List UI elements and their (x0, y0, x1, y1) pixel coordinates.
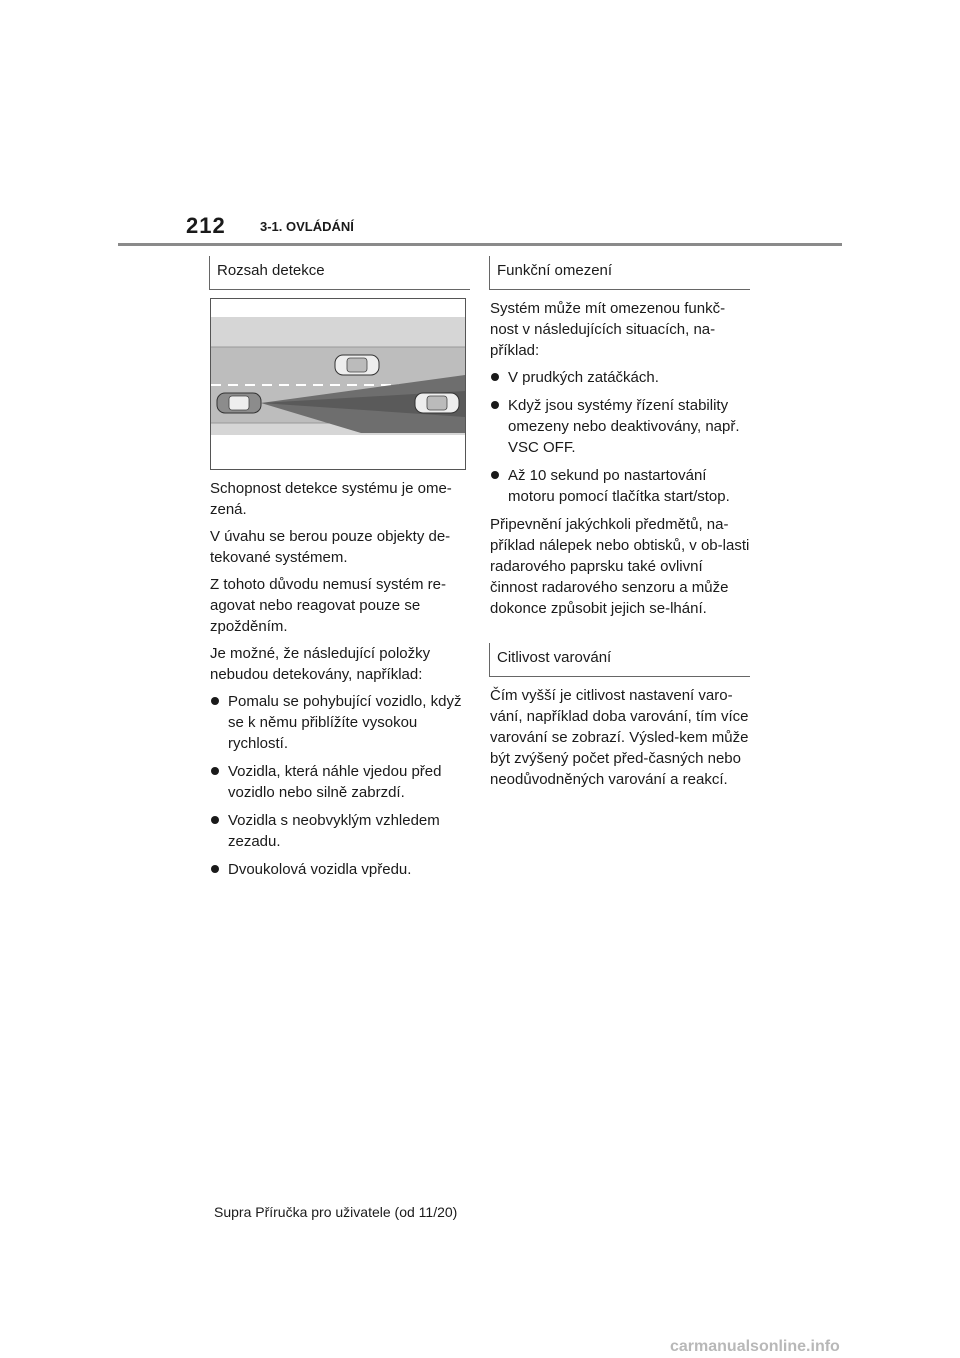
section-title: 3-1. OVLÁDÁNÍ (260, 219, 354, 234)
bullet-icon (211, 697, 219, 705)
list-item: Dvoukolová vozidla vpředu. (210, 859, 470, 880)
list-item: Vozidla, která náhle vjedou před vozidlo nebo silně zabrzdí. (210, 761, 470, 803)
list-item: Až 10 sekund po nastartování motoru pomocí tlačítka start/stop. (490, 465, 750, 507)
detection-range-figure (210, 298, 466, 470)
watermark: carmanualsonline.info (670, 1338, 840, 1355)
car-icon (415, 393, 459, 413)
bullet-icon (211, 865, 219, 873)
paragraph: Připevnění jakýchkoli předmětů, na-příklad nálepek nebo obtisků, v ob-lasti radarového paprsku také ovlivní činnost radarového senzoru a může dokonce způsobit jejich se-lhání. (490, 516, 750, 617)
bullet-icon (211, 816, 219, 824)
paragraph: Je možné, že následující položky nebudou detekovány, například: (210, 645, 431, 683)
list-item: V prudkých zatáčkách. (490, 367, 750, 388)
bullet-icon (491, 373, 499, 381)
car-icon (335, 355, 379, 375)
bullet-icon (211, 767, 219, 775)
footer-text: Supra Příručka pro uživatele (od 11/20) (214, 1204, 458, 1220)
bullet-icon (491, 471, 499, 479)
subhead-functional-limits: Funkční omezení (489, 256, 750, 290)
subhead-warning-sensitivity: Citlivost varování (489, 643, 750, 677)
page-number: 212 (186, 213, 226, 238)
bullet-list (490, 367, 750, 507)
paragraph: Systém může mít omezenou funkč-nost v následujících situacích, na-příklad: (490, 300, 726, 359)
paragraph: Čím vyšší je citlivost nastavení varo-vání, například doba varování, tím více varování se zobrazí. Výsled-kem může být zvýšený počet před-časných nebo neodůvodněných varování a reakcí. (490, 687, 749, 788)
bullet-icon (491, 401, 499, 409)
list-item: Vozidla s neobvyklým vzhledem zezadu. (210, 810, 470, 852)
right-column (490, 256, 750, 796)
paragraph: V úvahu se berou pouze objekty de-tekované systémem. (210, 528, 451, 566)
header-rule (118, 243, 842, 246)
car-icon (217, 393, 261, 413)
paragraph: Z tohoto důvodu nemusí systém re-agovat nebo reagovat pouze se zpožděním. (210, 576, 446, 635)
road-diagram (211, 299, 465, 469)
list-item: Pomalu se pohybující vozidlo, když se k němu přiblížíte vysokou rychlostí. (210, 691, 470, 754)
subhead-detection-range: Rozsah detekce (209, 256, 470, 290)
left-column (210, 256, 470, 887)
list-item: Když jsou systémy řízení stability omezeny nebo deaktivovány, např. VSC OFF. (490, 395, 750, 458)
bullet-list (210, 691, 470, 880)
paragraph: Schopnost detekce systému je ome-zená. (210, 480, 452, 518)
